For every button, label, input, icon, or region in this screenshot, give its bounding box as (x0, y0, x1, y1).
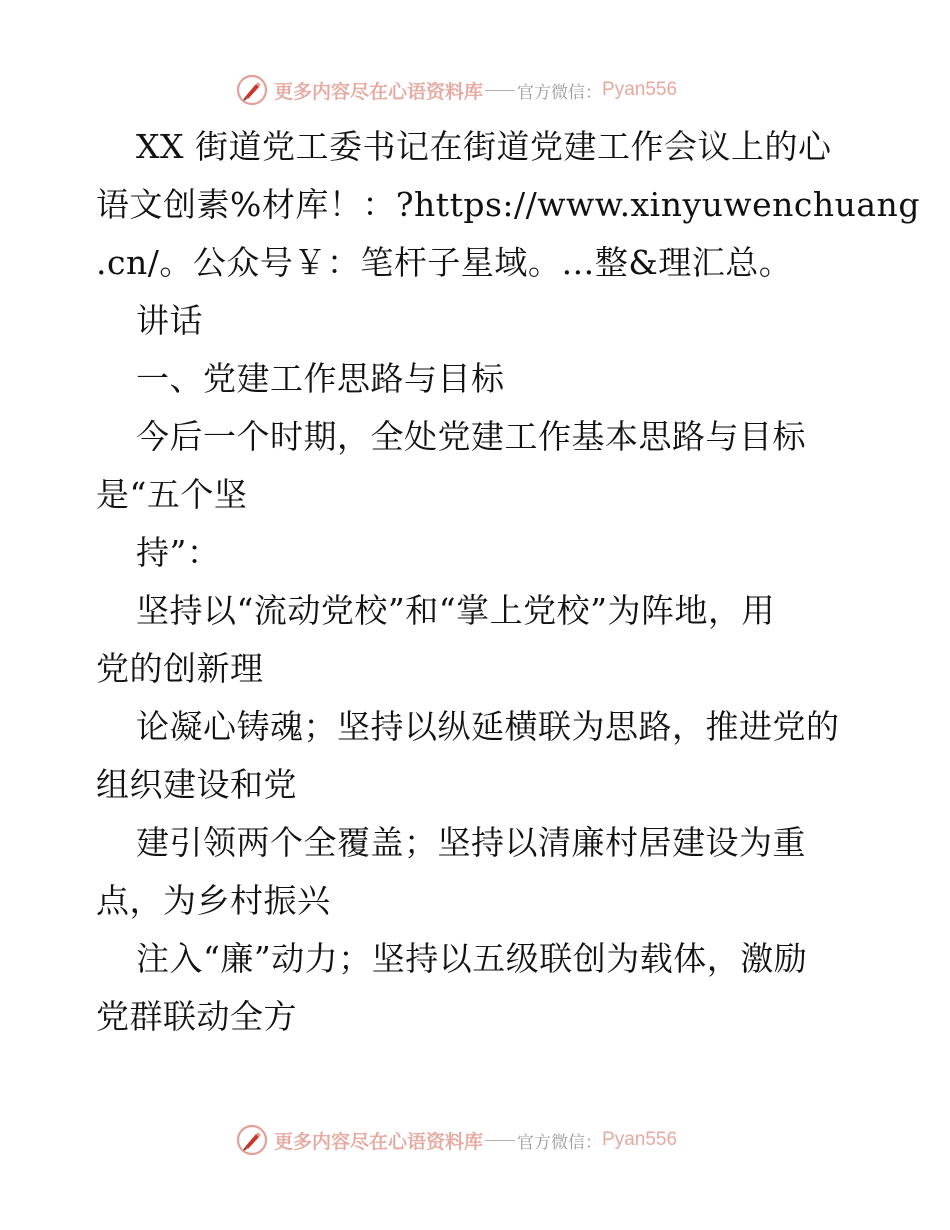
watermark-handle: Pyan556 (602, 79, 678, 100)
text-line: 论凝心铸魂；坚持以纵延横联为思路，推进党的 (136, 707, 840, 746)
text-line: 是“五个坚 (96, 475, 248, 514)
watermark-label: 官方微信： (517, 1132, 603, 1153)
watermark-separator (485, 90, 515, 91)
text-line: 今后一个时期，全处党建工作基本思路与目标 (136, 417, 806, 456)
watermark-brand: 更多内容尽在心语资料库 (274, 1130, 484, 1153)
text-line: 坚持以“流动党校”和“掌上党校”为阵地，用 (136, 591, 775, 630)
document-body (96, 118, 920, 1046)
footer-watermark (236, 1122, 677, 1158)
text-line: 组织建设和党 (96, 765, 297, 804)
text-line: 注入“廉”动力；坚持以五级联创为载体，激励 (136, 939, 808, 978)
text-line: 党群联动全方 (96, 997, 297, 1036)
watermark-label: 官方微信： (517, 82, 603, 103)
section-heading: 一、党建工作思路与目标 (136, 359, 505, 398)
text-line: 语文创素%材库！：?https://www.xinyuwenchuang (96, 185, 920, 224)
watermark-handle: Pyan556 (602, 1129, 678, 1150)
text-line: XX 街道党工委书记在街道党建工作会议上的心 (136, 127, 832, 166)
text-line: 持”： (136, 533, 221, 572)
pen-logo-icon (236, 74, 268, 106)
watermark-separator (485, 1140, 515, 1141)
text-line: 建引领两个全覆盖；坚持以清廉村居建设为重 (136, 823, 806, 862)
text-line: 讲话 (136, 301, 203, 340)
header-watermark (236, 72, 677, 108)
text-line: .cn/。公众号￥：笔杆子星域。…整&理汇总。 (96, 243, 793, 282)
pen-logo-icon (236, 1124, 268, 1156)
text-line: 点，为乡村振兴 (96, 881, 331, 920)
watermark-brand: 更多内容尽在心语资料库 (274, 80, 484, 103)
text-line: 党的创新理 (96, 649, 264, 688)
